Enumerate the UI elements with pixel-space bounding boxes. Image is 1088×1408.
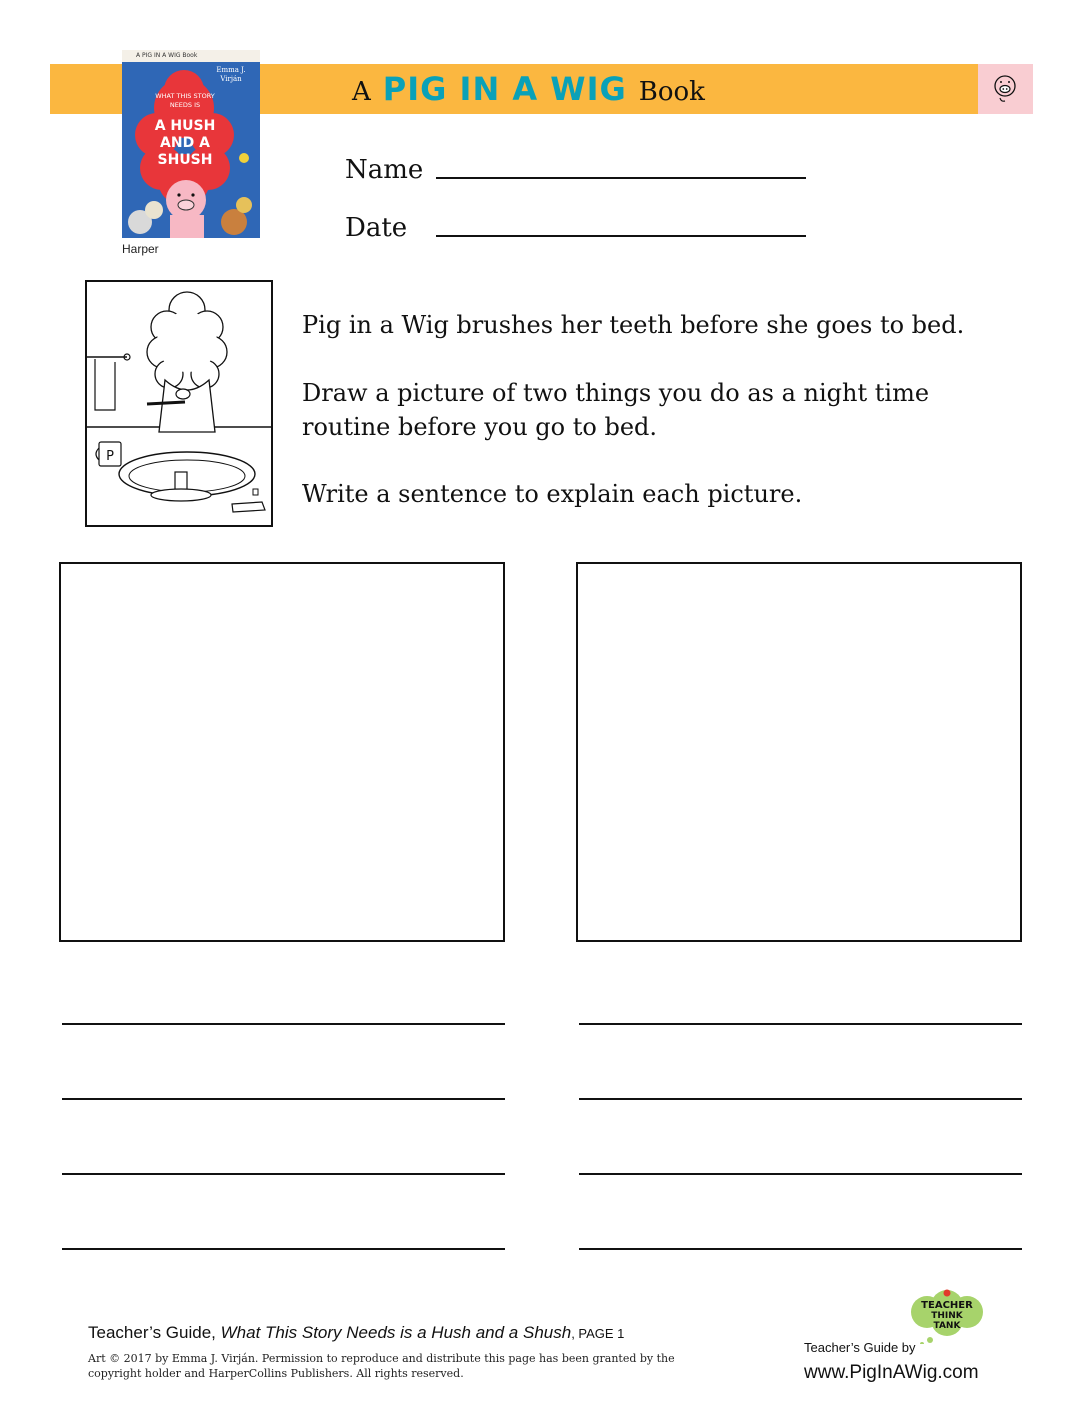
writing-line-left-1[interactable] — [62, 1023, 505, 1025]
instruction-2: Draw a picture of two things you do as a night time routine before you go to bed. — [302, 379, 930, 441]
writing-line-right-1[interactable] — [579, 1023, 1022, 1025]
guide-by-label: Teacher’s Guide by — [804, 1340, 916, 1355]
footer-guide-prefix: Teacher’s Guide, — [88, 1323, 216, 1342]
brushing-teeth-illustration — [85, 280, 273, 527]
cover-publisher: Harper — [122, 242, 159, 256]
cover-title-top: WHAT THIS STORY NEEDS IS — [155, 92, 215, 109]
cover-series-line: A PIG IN A WIG Book — [136, 52, 198, 59]
logo-text-1: TEACHER — [921, 1300, 973, 1311]
footer-page-number: , PAGE 1 — [571, 1326, 625, 1341]
cover-author: Emma J. Virján — [216, 66, 246, 83]
writing-line-right-4[interactable] — [579, 1248, 1022, 1250]
teacher-think-tank-logo — [902, 1288, 992, 1344]
date-label: Date — [345, 213, 408, 243]
footer-guide-title — [88, 1323, 624, 1343]
header-corner — [978, 64, 1033, 114]
think-cloud-icon — [902, 1288, 992, 1344]
logo-text-2: THINK — [931, 1311, 963, 1321]
writing-line-right-2[interactable] — [579, 1098, 1022, 1100]
mug-letter: P — [106, 449, 114, 464]
instruction-1: Pig in a Wig brushes her teeth before she goes to bed. — [302, 311, 965, 339]
logo-text-3: TANK — [933, 1321, 961, 1331]
name-label: Name — [345, 155, 424, 185]
writing-line-left-2[interactable] — [62, 1098, 505, 1100]
instruction-3: Write a sentence to explain each picture. — [302, 480, 803, 508]
series-heading — [352, 70, 705, 114]
drawing-box-2[interactable] — [576, 562, 1022, 942]
drawing-box-1[interactable] — [59, 562, 505, 942]
series-title: PIG IN A WIG — [382, 70, 627, 108]
name-field[interactable] — [436, 177, 806, 179]
footer-credit: Art © 2017 by Emma J. Virján. Permission to reproduce and distribute this page has been granted by the copyright holder and HarperCollins Publishers. All rights reserved. — [88, 1352, 675, 1380]
book-cover — [122, 50, 260, 238]
cover-title: A HUSH AND A SHUSH — [154, 118, 216, 168]
series-suffix: Book — [638, 77, 705, 107]
pig-face-icon — [978, 64, 1033, 114]
series-prefix: A — [352, 77, 371, 107]
writing-line-left-4[interactable] — [62, 1248, 505, 1250]
date-field[interactable] — [436, 235, 806, 237]
writing-line-right-3[interactable] — [579, 1173, 1022, 1175]
website-link[interactable]: www.PigInAWig.com — [804, 1362, 979, 1383]
footer-book-title: What This Story Needs is a Hush and a Shush — [220, 1323, 572, 1342]
writing-line-left-3[interactable] — [62, 1173, 505, 1175]
pig-brushing-teeth-drawing — [87, 282, 271, 525]
